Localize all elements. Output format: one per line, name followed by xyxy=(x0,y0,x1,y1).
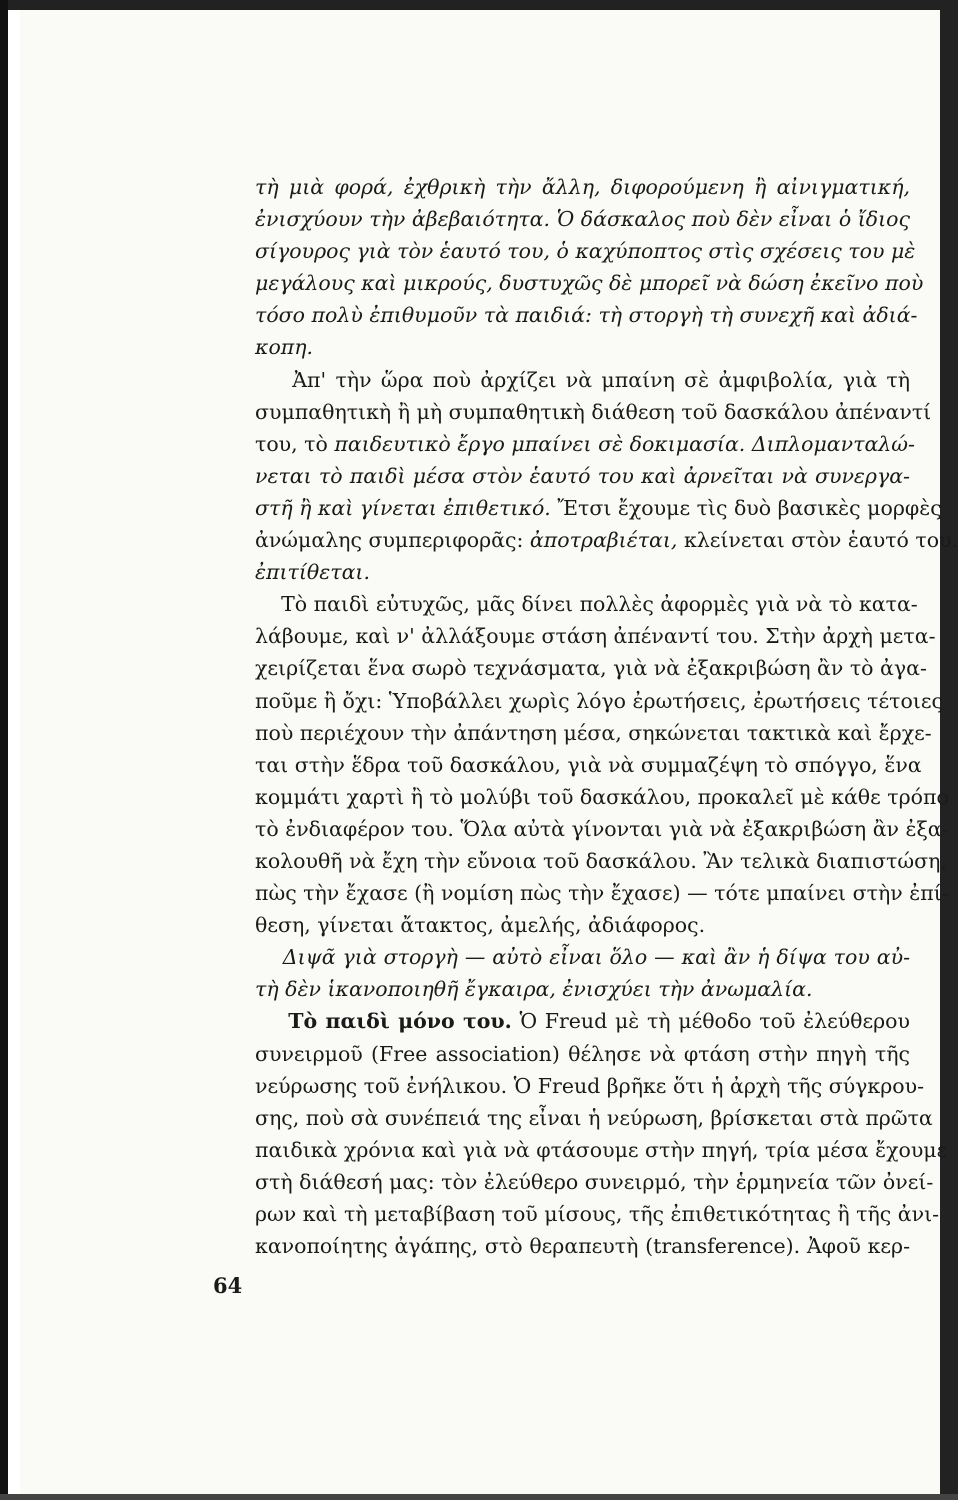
text-segment: Τὸ παιδὶ μόνο του. xyxy=(255,1009,512,1034)
text-segment: πὼς τὴν ἔχασε (ἢ νομίση πὼς τὴν ἔχασε) — τότε μπαίνει στὴν ἐπί- xyxy=(255,881,949,906)
text-line xyxy=(255,299,918,331)
text-line xyxy=(255,973,910,1005)
body-text xyxy=(255,171,958,1262)
text-segment: στῆ ἢ καὶ γίνεται ἐπιθετικό. xyxy=(255,495,551,520)
text-line xyxy=(255,1038,910,1070)
text-line xyxy=(255,685,943,717)
text-segment: παιδευτικὸ ἔργο μπαίνει σὲ δοκιμασία. Διπλομανταλώ- xyxy=(334,431,915,456)
text-segment: ποῦμε ἢ ὄχι: Ὑποβάλλει χωρὶς λόγο ἐρωτήσεις, ἐρωτήσεις τέτοιες xyxy=(255,688,943,713)
text-segment: χειρίζεται ἕνα σωρὸ τεχνάσματα, γιὰ νὰ ἐξακριβώση ἂν τὸ ἀγα- xyxy=(255,656,927,681)
text-line xyxy=(255,492,942,524)
text-segment: Διψᾶ γιὰ στοργὴ — αὐτὸ εἶναι ὅλο — καὶ ἂν ἡ δίψα του αὐ- xyxy=(255,945,910,970)
text-segment: κλείνεται στὸν ἑαυτό του. xyxy=(677,528,958,553)
text-segment: ποὺ περιέχουν τὴν ἀπάντηση μέσα, σηκώνεται τακτικὰ καὶ ἔρχε- xyxy=(255,720,932,745)
text-line xyxy=(255,909,910,941)
text-line xyxy=(255,203,910,235)
text-segment: κοπη. xyxy=(255,335,314,360)
text-line xyxy=(255,1102,933,1134)
text-line xyxy=(255,364,910,396)
text-segment: συμπαθητικὴ ἢ μὴ συμπαθητικὴ διάθεση τοῦ δασκάλου ἀπέναντί xyxy=(255,399,932,424)
page-number: 64 xyxy=(213,1273,243,1298)
text-line xyxy=(255,171,910,203)
text-line xyxy=(255,556,910,588)
text-line xyxy=(255,235,916,267)
text-line xyxy=(255,1198,940,1230)
text-line xyxy=(255,813,949,845)
text-segment: θεση, γίνεται ἄτακτος, ἀμελής, ἀδιάφορος. xyxy=(255,913,706,938)
scan-edge-top xyxy=(0,0,958,10)
text-segment: παιδικὰ χρόνια καὶ γιὰ νὰ φτάσουμε στὴν πηγή, τρία μέσα ἔχουμε xyxy=(255,1137,948,1162)
text-segment: ρων καὶ τὴ μεταβίβαση τοῦ μίσους, τῆς ἐπιθετικότητας ἢ τῆς ἀνι- xyxy=(255,1202,940,1226)
text-line xyxy=(255,717,932,749)
text-line xyxy=(255,1230,910,1262)
text-segment: κανοποίητης ἀγάπης, στὸ θεραπευτὴ (transference). Ἀφοῦ κερ- xyxy=(255,1234,910,1259)
text-segment: μεγάλους καὶ μικρούς, δυστυχῶς δὲ μπορεῖ νὰ δώση ἐκεῖνο ποὺ xyxy=(255,271,924,296)
text-segment: στὴ διάθεσή μας: τὸν ἐλεύθερο συνειρμό, τὴν ἑρμηνεία τῶν ὀνεί- xyxy=(255,1169,934,1194)
text-segment: Ἔτσι ἔχουμε τὶς δυὸ βασικὲς μορφὲς xyxy=(550,495,942,520)
text-line xyxy=(255,877,949,909)
text-line xyxy=(255,652,927,684)
text-segment: τὴ μιὰ φορά, ἐχθρικὴ τὴν ἄλλη, διφορούμενη ἢ αἰνιγματική, xyxy=(255,175,910,199)
text-segment: τὸ ἐνδιαφέρον του. Ὅλα αὐτὰ γίνονται γιὰ νὰ ἐξακριβώση ἂν ἐξα- xyxy=(255,816,949,841)
text-segment: ἐνισχύουν τὴν ἀβεβαιότητα. Ὁ δάσκαλος ποὺ δὲν εἶναι ὁ ἴδιος xyxy=(255,207,910,232)
text-line xyxy=(255,1134,948,1166)
text-segment: νεύρωσης τοῦ ἐνήλικου. Ὁ Freud βρῆκε ὅτι ἡ ἀρχὴ τῆς σύγκρου- xyxy=(255,1073,925,1098)
scan-edge-bottom xyxy=(0,1494,958,1500)
text-segment: ἐπιτίθεται. xyxy=(255,560,370,585)
text-segment: σίγουρος γιὰ τὸν ἑαυτό του, ὁ καχύποπτος στὶς σχέσεις του μὲ xyxy=(255,239,916,264)
text-segment: λάβουμε, καὶ ν' ἀλλάξουμε στάση ἀπέναντί του. Στὴν ἀρχὴ μετα- xyxy=(255,624,936,649)
text-line xyxy=(255,941,910,973)
text-line xyxy=(255,781,949,813)
scan-edge-left xyxy=(0,0,8,1500)
text-line xyxy=(255,749,922,781)
text-segment: Ὁ Freud μὲ τὴ μέθοδο τοῦ ἐλεύθερου xyxy=(511,1009,910,1034)
text-line xyxy=(255,1166,934,1198)
text-line xyxy=(255,428,915,460)
text-line xyxy=(255,460,910,492)
text-segment: συνειρμοῦ (Free association) θέλησε νὰ φτάση στὴν πηγὴ τῆς xyxy=(255,1041,910,1066)
text-segment: κολουθῆ νὰ ἔχη τὴν εὔνοια τοῦ δασκάλου. Ἂν τελικὰ διαπιστώση, xyxy=(255,848,947,873)
text-segment: σης, ποὺ σὰ συνέπειά της εἶναι ἡ νεύρωση, βρίσκεται στὰ πρῶτα xyxy=(255,1105,933,1130)
text-line xyxy=(255,396,932,428)
text-line xyxy=(255,620,936,652)
text-line xyxy=(255,331,910,363)
text-segment: ται στὴν ἕδρα τοῦ δασκάλου, γιὰ νὰ συμμαζέψη τὸ σπόγγο, ἕνα xyxy=(255,752,922,777)
text-line xyxy=(255,1070,925,1102)
text-segment: Ἀπ' τὴν ὥρα ποὺ ἀρχίζει νὰ μπαίνη σὲ ἀμφιβολία, γιὰ τὴ xyxy=(255,367,910,392)
text-segment: Τὸ παιδὶ εὐτυχῶς, μᾶς δίνει πολλὲς ἀφορμὲς γιὰ νὰ τὸ κατα- xyxy=(255,592,918,617)
text-segment: ἀνώμαλης συμπεριφορᾶς: xyxy=(255,528,530,553)
text-line xyxy=(255,524,958,556)
text-segment: του, τὸ xyxy=(255,431,335,456)
scan-edge-right xyxy=(940,0,958,1500)
text-line xyxy=(255,267,924,299)
text-segment: ἀποτραβιέται, xyxy=(529,528,678,553)
text-line xyxy=(255,845,947,877)
text-segment: τόσο πολὺ ἐπιθυμοῦν τὰ παιδιά: τὴ στοργὴ τὴ συνεχῆ καὶ ἀδιά- xyxy=(255,303,918,328)
text-segment: τὴ δὲν ἱκανοποιηθῆ ἔγκαιρα, ἐνισχύει τὴν ἀνωμαλία. xyxy=(255,977,813,1002)
text-line xyxy=(255,1005,910,1037)
text-segment: κομμάτι χαρτὶ ἢ τὸ μολύβι τοῦ δασκάλου, προκαλεῖ μὲ κάθε τρόπο xyxy=(255,784,949,809)
text-segment: νεται τὸ παιδὶ μέσα στὸν ἑαυτό του καὶ ἀρνεῖται νὰ συνεργα- xyxy=(255,463,910,488)
text-line xyxy=(255,588,918,620)
